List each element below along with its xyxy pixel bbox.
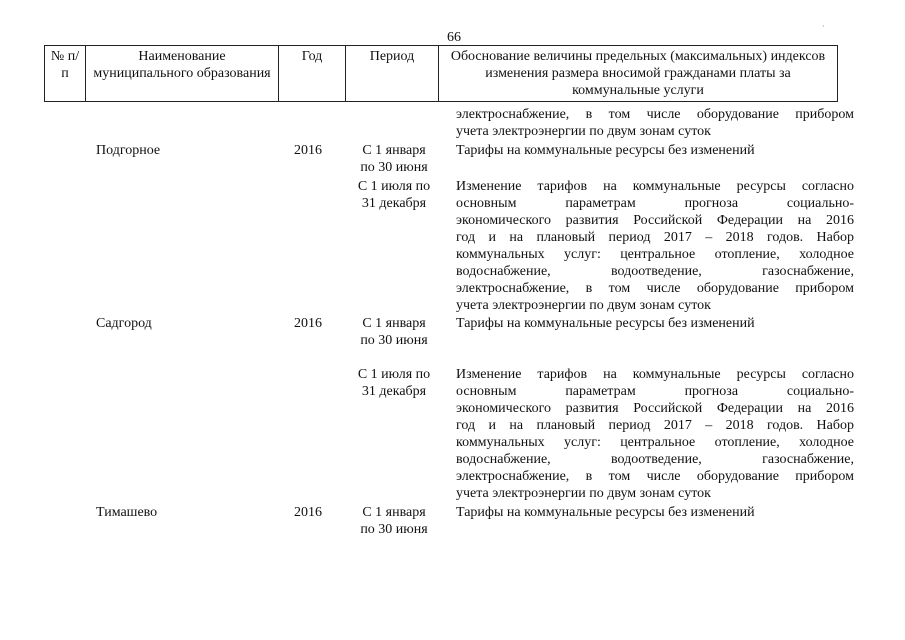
text-line: С 1 июля по (357, 179, 431, 194)
text-line: электроснабжение, в том числе оборудование прибором (456, 281, 854, 296)
period-cell (350, 315, 438, 349)
text-line: С 1 января (362, 316, 426, 331)
text-line: 31 декабря (361, 196, 427, 211)
text-line: учета электроэнергии по двум зонам суток (456, 486, 711, 501)
text-line: водоснабжение, водоотведение, газоснабжение, (456, 264, 854, 279)
text-line: водоснабжение, водоотведение, газоснабжение, (456, 452, 854, 467)
scan-mark: · (822, 22, 825, 31)
text-line: Тарифы на коммунальные ресурсы без изменений (456, 143, 755, 158)
period-cell (350, 142, 438, 176)
year-cell: 2016 (294, 143, 322, 158)
text-line: электроснабжение, в том числе оборудование прибором (456, 107, 854, 122)
text-line: электроснабжение, в том числе оборудование прибором (456, 469, 854, 484)
header-year: Год (279, 46, 346, 102)
text-line: С 1 июля по (357, 367, 431, 382)
year-cell: 2016 (294, 316, 322, 331)
text-line: Тарифы на коммунальные ресурсы без изменений (456, 316, 755, 331)
justification-cell (456, 366, 854, 502)
text-line: экономического развития Российской Федерации на 2016 (456, 213, 854, 228)
municipality-name: Садгород (96, 316, 152, 331)
text-line: экономического развития Российской Федерации на 2016 (456, 401, 854, 416)
municipality-name: Подгорное (96, 143, 161, 158)
text-line: учета электроэнергии по двум зонам суток (456, 124, 711, 139)
text-line: основным параметрам прогноза социально- (456, 196, 854, 211)
header-justification: Обоснование величины предельных (максимальных) индексов изменения размера вносимой гражданами платы за коммунальные услуги (439, 46, 838, 102)
text-line: коммунальных услуг: центральное отопление, холодное (456, 247, 854, 262)
period-cell (350, 504, 438, 538)
header-period: Период (346, 46, 439, 102)
text-line: Изменение тарифов на коммунальные ресурсы согласно (456, 367, 854, 382)
table-header (44, 45, 838, 102)
text-line: Изменение тарифов на коммунальные ресурсы согласно (456, 179, 854, 194)
header-municipality: Наименование муниципального образования (86, 46, 279, 102)
header-number: № п/п (45, 46, 86, 102)
text-line: год и на плановый период 2017 – 2018 годов. Набор (456, 418, 854, 433)
text-line: С 1 января (362, 143, 426, 158)
text-line: по 30 июня (360, 522, 428, 537)
justification-cell (456, 178, 854, 314)
text-line: год и на плановый период 2017 – 2018 годов. Набор (456, 230, 854, 245)
year-cell: 2016 (294, 505, 322, 520)
municipality-name: Тимашево (96, 505, 158, 520)
text-line: по 30 июня (360, 160, 428, 175)
justification-cell (456, 504, 854, 521)
justification-cell (456, 315, 854, 332)
text-line: С 1 января (362, 505, 426, 520)
text-line: по 30 июня (360, 333, 428, 348)
text-line: Тарифы на коммунальные ресурсы без изменений (456, 505, 755, 520)
text-line: основным параметрам прогноза социально- (456, 384, 854, 399)
period-cell (350, 366, 438, 400)
text-line: 31 декабря (361, 384, 427, 399)
page-number: 66 (447, 30, 461, 45)
text-line: коммунальных услуг: центральное отопление, холодное (456, 435, 854, 450)
period-cell (350, 178, 438, 212)
text-line: учета электроэнергии по двум зонам суток (456, 298, 711, 313)
justification-cell (456, 142, 854, 159)
continuation-text (456, 106, 854, 140)
